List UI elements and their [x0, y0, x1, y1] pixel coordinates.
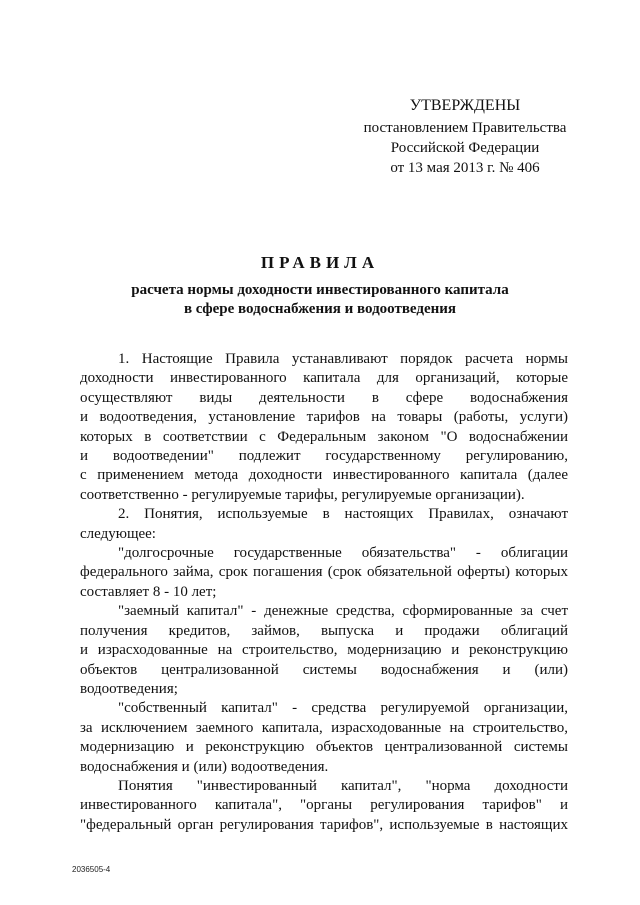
body-line: осуществляют виды деятельности в сфере водоснабжения: [80, 389, 568, 406]
body-line: 1. Настоящие Правила устанавливают порядок расчета нормы: [118, 351, 568, 367]
body-line: Понятия "инвестированный капитал", "норма доходности: [118, 777, 568, 794]
body-line: "федеральный орган регулирования тарифов", используемые в настоящих: [80, 816, 568, 833]
body-line: 2. Понятия, используемые в настоящих Правилах, означают: [118, 506, 568, 523]
approval-line-1: постановлением Правительства: [363, 120, 567, 136]
body-line: и водоотведении" подлежит государственному регулированию,: [80, 448, 568, 465]
body-line: федерального займа, срок погашения (срок обязательной оферты) которых: [80, 564, 568, 581]
body-line: следующее:: [80, 525, 156, 542]
document-body: [80, 350, 568, 835]
body-line: "долгосрочные государственные обязательства" - облигации: [118, 545, 568, 562]
body-line: водоснабжения и (или) водоотведения.: [80, 758, 329, 775]
approval-heading: УТВЕРЖДЕНЫ: [409, 97, 521, 114]
approval-line-3: от 13 мая 2013 г. № 406: [390, 160, 540, 176]
body-line: доходности инвестированного капитала для организаций, которые: [80, 370, 568, 387]
body-line: с применением метода доходности инвестированного капитала (далее: [80, 467, 568, 484]
body-line: "заемный капитал" - денежные средства, сформированные за счет: [118, 603, 568, 620]
body-line: составляет 8 - 10 лет;: [80, 583, 217, 600]
subtitle-line-2: в сфере водоснабжения и водоотведения: [183, 301, 457, 317]
body-line: модернизацию и реконструкцию объектов централизованной системы: [80, 739, 568, 756]
body-line: соответственно - регулируемые тарифы, регулируемые организации).: [80, 486, 525, 503]
body-line: водоотведения;: [80, 680, 178, 697]
document-title: ПРАВИЛА: [260, 253, 380, 272]
body-line: объектов централизованной системы водоснабжения и (или): [80, 661, 568, 678]
body-line: которых в соответствии с Федеральным законом "О водоснабжении: [80, 428, 568, 445]
body-line: получения кредитов, займов, выпуска и продажи облигаций: [80, 622, 568, 639]
subtitle-line-1: расчета нормы доходности инвестированного капитала: [131, 282, 509, 298]
approval-stamp: [345, 96, 585, 178]
body-line: за исключением заемного капитала, израсходованные на строительство,: [80, 719, 568, 736]
body-line: "собственный капитал" - средства регулируемой организации,: [118, 700, 568, 717]
document-code: 2036505-4: [72, 865, 111, 874]
approval-line-2: Российской Федерации: [390, 140, 540, 156]
body-line: и израсходованные на строительство, модернизацию и реконструкцию: [80, 642, 568, 659]
body-line: инвестированного капитала", "органы регулирования тарифов" и: [80, 797, 568, 814]
document-subtitle: [60, 281, 580, 319]
body-line: и водоотведения, установление тарифов на товары (работы, услуги): [80, 409, 568, 426]
